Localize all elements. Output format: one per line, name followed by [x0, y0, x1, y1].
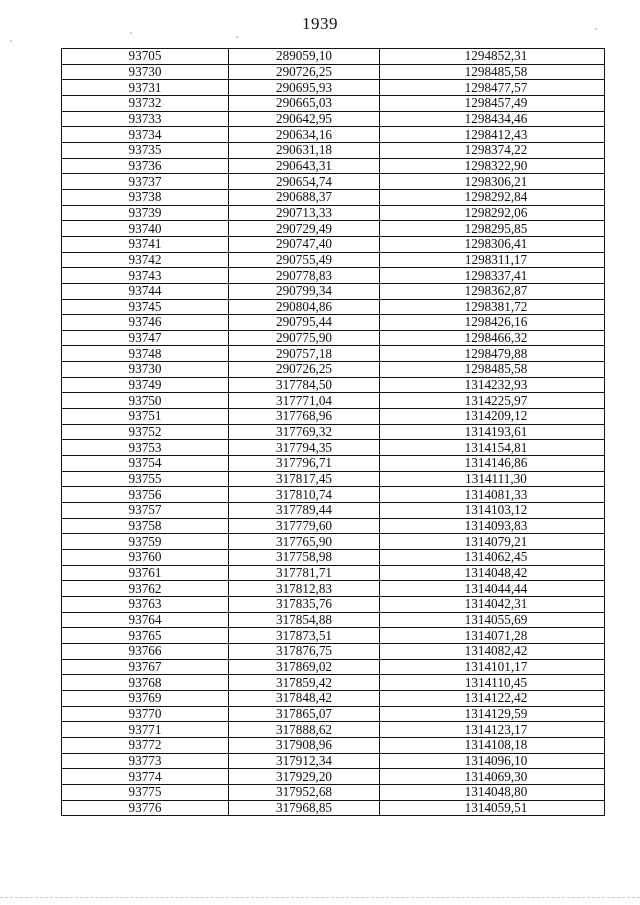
point-number-cell: 93740 — [62, 221, 229, 237]
y-coordinate-cell: 1314209,12 — [380, 409, 605, 425]
table-row — [62, 424, 605, 440]
x-coordinate-cell: 289059,10 — [229, 49, 380, 65]
y-coordinate-cell: 1298306,21 — [380, 174, 605, 190]
table-row — [62, 221, 605, 237]
y-coordinate-cell: 1314042,31 — [380, 596, 605, 612]
point-number-cell: 93734 — [62, 127, 229, 143]
scan-edge — [0, 897, 640, 899]
point-number-cell: 93750 — [62, 393, 229, 409]
point-number-cell: 93773 — [62, 753, 229, 769]
x-coordinate-cell: 317771,04 — [229, 393, 380, 409]
y-coordinate-cell: 1314146,86 — [380, 456, 605, 472]
x-coordinate-cell: 290643,31 — [229, 158, 380, 174]
point-number-cell: 93747 — [62, 330, 229, 346]
x-coordinate-cell: 290726,25 — [229, 64, 380, 80]
y-coordinate-cell: 1298292,06 — [380, 205, 605, 221]
table-row — [62, 158, 605, 174]
table-row — [62, 346, 605, 362]
x-coordinate-cell: 317968,85 — [229, 800, 380, 816]
y-coordinate-cell: 1314059,51 — [380, 800, 605, 816]
table-row — [62, 581, 605, 597]
y-coordinate-cell: 1314122,42 — [380, 690, 605, 706]
x-coordinate-cell: 317812,83 — [229, 581, 380, 597]
point-number-cell: 93775 — [62, 784, 229, 800]
table-row — [62, 362, 605, 378]
x-coordinate-cell: 317768,96 — [229, 409, 380, 425]
x-coordinate-cell: 290775,90 — [229, 330, 380, 346]
x-coordinate-cell: 290726,25 — [229, 362, 380, 378]
point-number-cell: 93770 — [62, 706, 229, 722]
y-coordinate-cell: 1294852,31 — [380, 49, 605, 65]
x-coordinate-cell: 290642,95 — [229, 111, 380, 127]
table-row — [62, 800, 605, 816]
x-coordinate-cell: 317859,42 — [229, 675, 380, 691]
point-number-cell: 93771 — [62, 722, 229, 738]
x-coordinate-cell: 317952,68 — [229, 784, 380, 800]
point-number-cell: 93705 — [62, 49, 229, 65]
point-number-cell: 93756 — [62, 487, 229, 503]
page-number: 1939 — [302, 14, 338, 33]
x-coordinate-cell: 317810,74 — [229, 487, 380, 503]
y-coordinate-cell: 1298362,87 — [380, 283, 605, 299]
x-coordinate-cell: 317781,71 — [229, 565, 380, 581]
point-number-cell: 93760 — [62, 550, 229, 566]
y-coordinate-cell: 1314101,17 — [380, 659, 605, 675]
scan-speck — [236, 36, 238, 38]
scan-speck — [130, 32, 132, 34]
point-number-cell: 93730 — [62, 64, 229, 80]
table-row — [62, 377, 605, 393]
table-row — [62, 189, 605, 205]
table-row — [62, 690, 605, 706]
table-row — [62, 409, 605, 425]
coordinates-table-body — [62, 49, 605, 816]
x-coordinate-cell: 317817,45 — [229, 471, 380, 487]
x-coordinate-cell: 290695,93 — [229, 80, 380, 96]
x-coordinate-cell: 317848,42 — [229, 690, 380, 706]
point-number-cell: 93745 — [62, 299, 229, 315]
y-coordinate-cell: 1314123,17 — [380, 722, 605, 738]
point-number-cell: 93774 — [62, 769, 229, 785]
point-number-cell: 93753 — [62, 440, 229, 456]
table-row — [62, 49, 605, 65]
y-coordinate-cell: 1298477,57 — [380, 80, 605, 96]
point-number-cell: 93776 — [62, 800, 229, 816]
point-number-cell: 93762 — [62, 581, 229, 597]
point-number-cell: 93731 — [62, 80, 229, 96]
x-coordinate-cell: 317854,88 — [229, 612, 380, 628]
table-row — [62, 80, 605, 96]
table-row — [62, 471, 605, 487]
y-coordinate-cell: 1298292,84 — [380, 189, 605, 205]
point-number-cell: 93748 — [62, 346, 229, 362]
point-number-cell: 93766 — [62, 643, 229, 659]
x-coordinate-cell: 290747,40 — [229, 236, 380, 252]
table-row — [62, 753, 605, 769]
point-number-cell: 93738 — [62, 189, 229, 205]
x-coordinate-cell: 317835,76 — [229, 596, 380, 612]
table-row — [62, 596, 605, 612]
table-row — [62, 675, 605, 691]
point-number-cell: 93739 — [62, 205, 229, 221]
x-coordinate-cell: 290665,03 — [229, 95, 380, 111]
point-number-cell: 93737 — [62, 174, 229, 190]
table-row — [62, 268, 605, 284]
table-row — [62, 737, 605, 753]
y-coordinate-cell: 1314103,12 — [380, 503, 605, 519]
table-row — [62, 205, 605, 221]
point-number-cell: 93759 — [62, 534, 229, 550]
point-number-cell: 93763 — [62, 596, 229, 612]
point-number-cell: 93752 — [62, 424, 229, 440]
table-row — [62, 456, 605, 472]
scan-speck — [595, 28, 597, 30]
x-coordinate-cell: 290688,37 — [229, 189, 380, 205]
y-coordinate-cell: 1314062,45 — [380, 550, 605, 566]
y-coordinate-cell: 1298485,58 — [380, 362, 605, 378]
point-number-cell: 93736 — [62, 158, 229, 174]
table-row — [62, 706, 605, 722]
point-number-cell: 93741 — [62, 236, 229, 252]
table-row — [62, 643, 605, 659]
point-number-cell: 93732 — [62, 95, 229, 111]
y-coordinate-cell: 1314055,69 — [380, 612, 605, 628]
y-coordinate-cell: 1314110,45 — [380, 675, 605, 691]
x-coordinate-cell: 317784,50 — [229, 377, 380, 393]
x-coordinate-cell: 290778,83 — [229, 268, 380, 284]
y-coordinate-cell: 1314129,59 — [380, 706, 605, 722]
point-number-cell: 93755 — [62, 471, 229, 487]
table-row — [62, 252, 605, 268]
point-number-cell: 93768 — [62, 675, 229, 691]
y-coordinate-cell: 1298374,22 — [380, 142, 605, 158]
y-coordinate-cell: 1314225,97 — [380, 393, 605, 409]
table-row — [62, 565, 605, 581]
point-number-cell: 93769 — [62, 690, 229, 706]
x-coordinate-cell: 290799,34 — [229, 283, 380, 299]
x-coordinate-cell: 290729,49 — [229, 221, 380, 237]
y-coordinate-cell: 1298381,72 — [380, 299, 605, 315]
scan-speck — [10, 40, 12, 42]
table-row — [62, 174, 605, 190]
y-coordinate-cell: 1298412,43 — [380, 127, 605, 143]
y-coordinate-cell: 1298295,85 — [380, 221, 605, 237]
y-coordinate-cell: 1298311,17 — [380, 252, 605, 268]
x-coordinate-cell: 317869,02 — [229, 659, 380, 675]
table-row — [62, 111, 605, 127]
y-coordinate-cell: 1314154,81 — [380, 440, 605, 456]
point-number-cell: 93772 — [62, 737, 229, 753]
point-number-cell: 93733 — [62, 111, 229, 127]
point-number-cell: 93742 — [62, 252, 229, 268]
table-row — [62, 142, 605, 158]
point-number-cell: 93744 — [62, 283, 229, 299]
y-coordinate-cell: 1314111,30 — [380, 471, 605, 487]
y-coordinate-cell: 1298306,41 — [380, 236, 605, 252]
table-row — [62, 503, 605, 519]
point-number-cell: 93749 — [62, 377, 229, 393]
point-number-cell: 93754 — [62, 456, 229, 472]
table-row — [62, 283, 605, 299]
table-row — [62, 299, 605, 315]
y-coordinate-cell: 1298322,90 — [380, 158, 605, 174]
x-coordinate-cell: 317929,20 — [229, 769, 380, 785]
table-row — [62, 95, 605, 111]
x-coordinate-cell: 290654,74 — [229, 174, 380, 190]
table-row — [62, 330, 605, 346]
y-coordinate-cell: 1298479,88 — [380, 346, 605, 362]
x-coordinate-cell: 290755,49 — [229, 252, 380, 268]
table-row — [62, 236, 605, 252]
x-coordinate-cell: 317796,71 — [229, 456, 380, 472]
x-coordinate-cell: 290757,18 — [229, 346, 380, 362]
coordinates-table — [61, 48, 605, 816]
x-coordinate-cell: 317888,62 — [229, 722, 380, 738]
point-number-cell: 93730 — [62, 362, 229, 378]
y-coordinate-cell: 1298337,41 — [380, 268, 605, 284]
table-row — [62, 784, 605, 800]
point-number-cell: 93767 — [62, 659, 229, 675]
y-coordinate-cell: 1314193,61 — [380, 424, 605, 440]
y-coordinate-cell: 1314071,28 — [380, 628, 605, 644]
table-row — [62, 315, 605, 331]
x-coordinate-cell: 317765,90 — [229, 534, 380, 550]
table-row — [62, 534, 605, 550]
table-row — [62, 64, 605, 80]
table-row — [62, 628, 605, 644]
table-row — [62, 518, 605, 534]
x-coordinate-cell: 290631,18 — [229, 142, 380, 158]
x-coordinate-cell: 290804,86 — [229, 299, 380, 315]
y-coordinate-cell: 1314096,10 — [380, 753, 605, 769]
point-number-cell: 93764 — [62, 612, 229, 628]
table-row — [62, 440, 605, 456]
point-number-cell: 93761 — [62, 565, 229, 581]
y-coordinate-cell: 1314079,21 — [380, 534, 605, 550]
point-number-cell: 93751 — [62, 409, 229, 425]
x-coordinate-cell: 290713,33 — [229, 205, 380, 221]
point-number-cell: 93743 — [62, 268, 229, 284]
y-coordinate-cell: 1314082,42 — [380, 643, 605, 659]
table-row — [62, 769, 605, 785]
x-coordinate-cell: 317908,96 — [229, 737, 380, 753]
table-row — [62, 487, 605, 503]
y-coordinate-cell: 1298457,49 — [380, 95, 605, 111]
table-row — [62, 550, 605, 566]
point-number-cell: 93735 — [62, 142, 229, 158]
table-row — [62, 393, 605, 409]
table-row — [62, 659, 605, 675]
y-coordinate-cell: 1314081,33 — [380, 487, 605, 503]
table-row — [62, 612, 605, 628]
y-coordinate-cell: 1314048,80 — [380, 784, 605, 800]
table-row — [62, 722, 605, 738]
y-coordinate-cell: 1298426,16 — [380, 315, 605, 331]
y-coordinate-cell: 1298434,46 — [380, 111, 605, 127]
y-coordinate-cell: 1314232,93 — [380, 377, 605, 393]
x-coordinate-cell: 317779,60 — [229, 518, 380, 534]
x-coordinate-cell: 317912,34 — [229, 753, 380, 769]
x-coordinate-cell: 317789,44 — [229, 503, 380, 519]
y-coordinate-cell: 1298466,32 — [380, 330, 605, 346]
point-number-cell: 93765 — [62, 628, 229, 644]
x-coordinate-cell: 290795,44 — [229, 315, 380, 331]
y-coordinate-cell: 1314108,18 — [380, 737, 605, 753]
x-coordinate-cell: 317865,07 — [229, 706, 380, 722]
x-coordinate-cell: 317758,98 — [229, 550, 380, 566]
point-number-cell: 93758 — [62, 518, 229, 534]
x-coordinate-cell: 317876,75 — [229, 643, 380, 659]
point-number-cell: 93757 — [62, 503, 229, 519]
y-coordinate-cell: 1314048,42 — [380, 565, 605, 581]
y-coordinate-cell: 1298485,58 — [380, 64, 605, 80]
point-number-cell: 93746 — [62, 315, 229, 331]
x-coordinate-cell: 317794,35 — [229, 440, 380, 456]
y-coordinate-cell: 1314069,30 — [380, 769, 605, 785]
x-coordinate-cell: 317873,51 — [229, 628, 380, 644]
x-coordinate-cell: 317769,32 — [229, 424, 380, 440]
x-coordinate-cell: 290634,16 — [229, 127, 380, 143]
y-coordinate-cell: 1314093,83 — [380, 518, 605, 534]
table-row — [62, 127, 605, 143]
y-coordinate-cell: 1314044,44 — [380, 581, 605, 597]
